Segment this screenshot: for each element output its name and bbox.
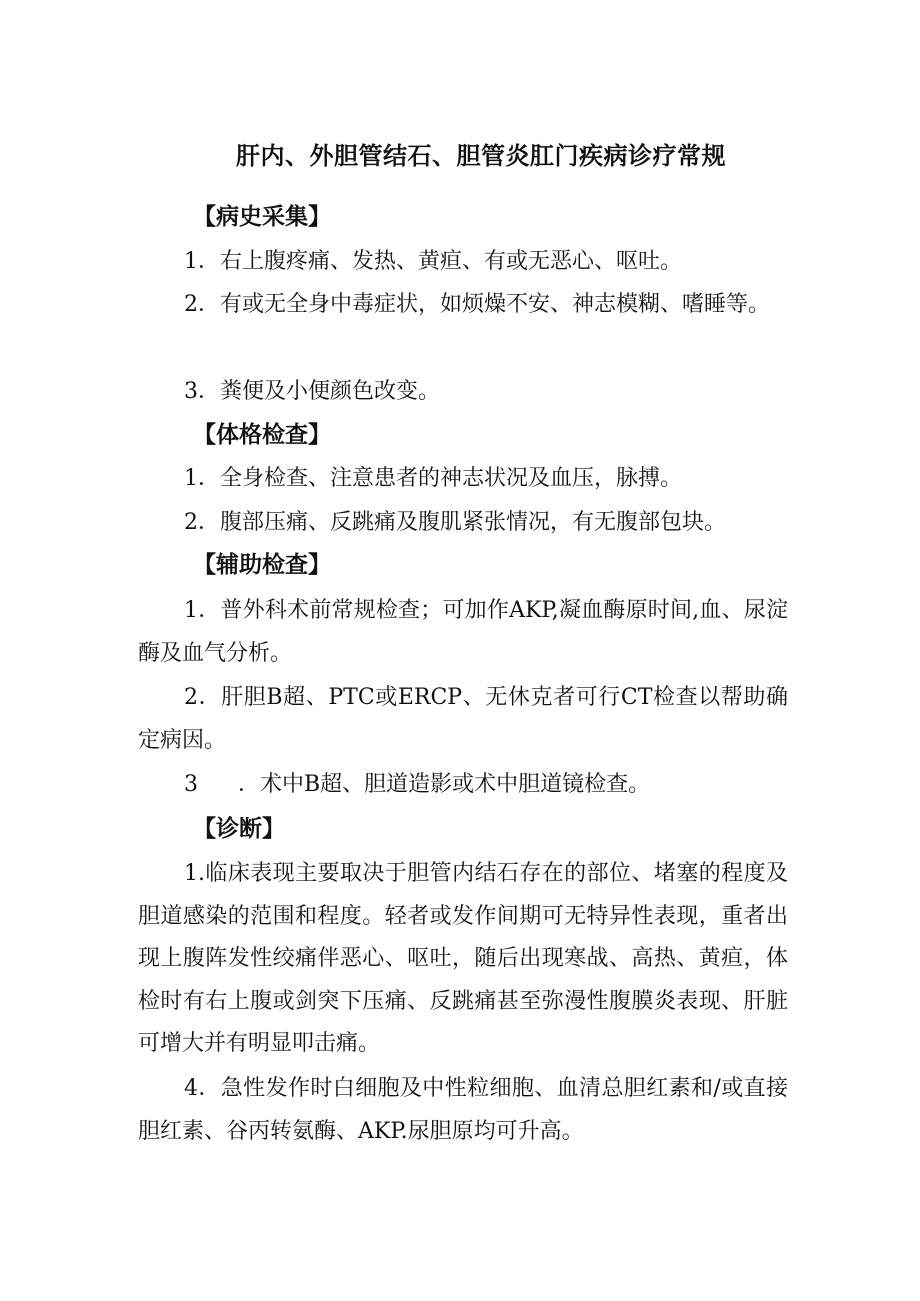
history-item-1: 1．右上腹疼痛、发热、黄疸、有或无恶心、呕吐。: [184, 249, 682, 274]
section-heading-physical-exam: 【体格检查】: [193, 422, 331, 448]
auxiliary-exam-item-1: 1．普外科术前常规检查；可加作AKP,凝血酶原时间,血、尿淀酶及血气分析。: [138, 598, 788, 666]
diagnosis-item-4: 4．急性发作时白细胞及中性粒细胞、血清总胆红素和/或直接胆红素、谷丙转氨酶、AKP.尿胆原均可升高。: [138, 1076, 788, 1144]
auxiliary-exam-item-3-text: ．术中B超、胆道造影或术中胆道镜检查。: [238, 772, 651, 797]
auxiliary-exam-item-3: [138, 764, 788, 807]
physical-exam-item-1: 1．全身检查、注意患者的神志状况及血压，脉搏。: [184, 466, 682, 491]
page-title: 肝内、外胆管结石、胆管炎肛门疾病诊疗常规: [236, 142, 726, 170]
physical-exam-item-2: 2．腹部压痛、反跳痛及腹肌紧张情况，有无腹部包块。: [184, 510, 726, 535]
auxiliary-exam-item-2: 2．肝胆B超、PTC或ERCP、无休克者可行CT检查以帮助确定病因。: [138, 685, 788, 753]
history-item-3: 3．粪便及小便颜色改变。: [184, 379, 440, 404]
section-heading-auxiliary-exam: 【辅助检查】: [193, 552, 331, 578]
section-heading-history: 【病史采集】: [193, 204, 331, 230]
diagnosis-item-1: 1.临床表现主要取决于胆管内结石存在的部位、堵塞的程度及胆道感染的范围和程度。轻者或发作间期可无特异性表现，重者出现上腹阵发性绞痛伴恶心、呕吐，随后出现寒战、高热、黄疸，体检时有右上腹或剑突下压痛、反跳痛甚至弥漫性腹膜炎表现、肝脏可增大并有明显叩击痛。: [138, 861, 788, 1056]
section-heading-diagnosis: 【诊断】: [193, 816, 285, 842]
history-item-2: 2．有或无全身中毒症状，如烦燥不安、神志模糊、嗜睡等。: [184, 292, 770, 317]
auxiliary-exam-item-3-number: 3: [184, 772, 198, 797]
